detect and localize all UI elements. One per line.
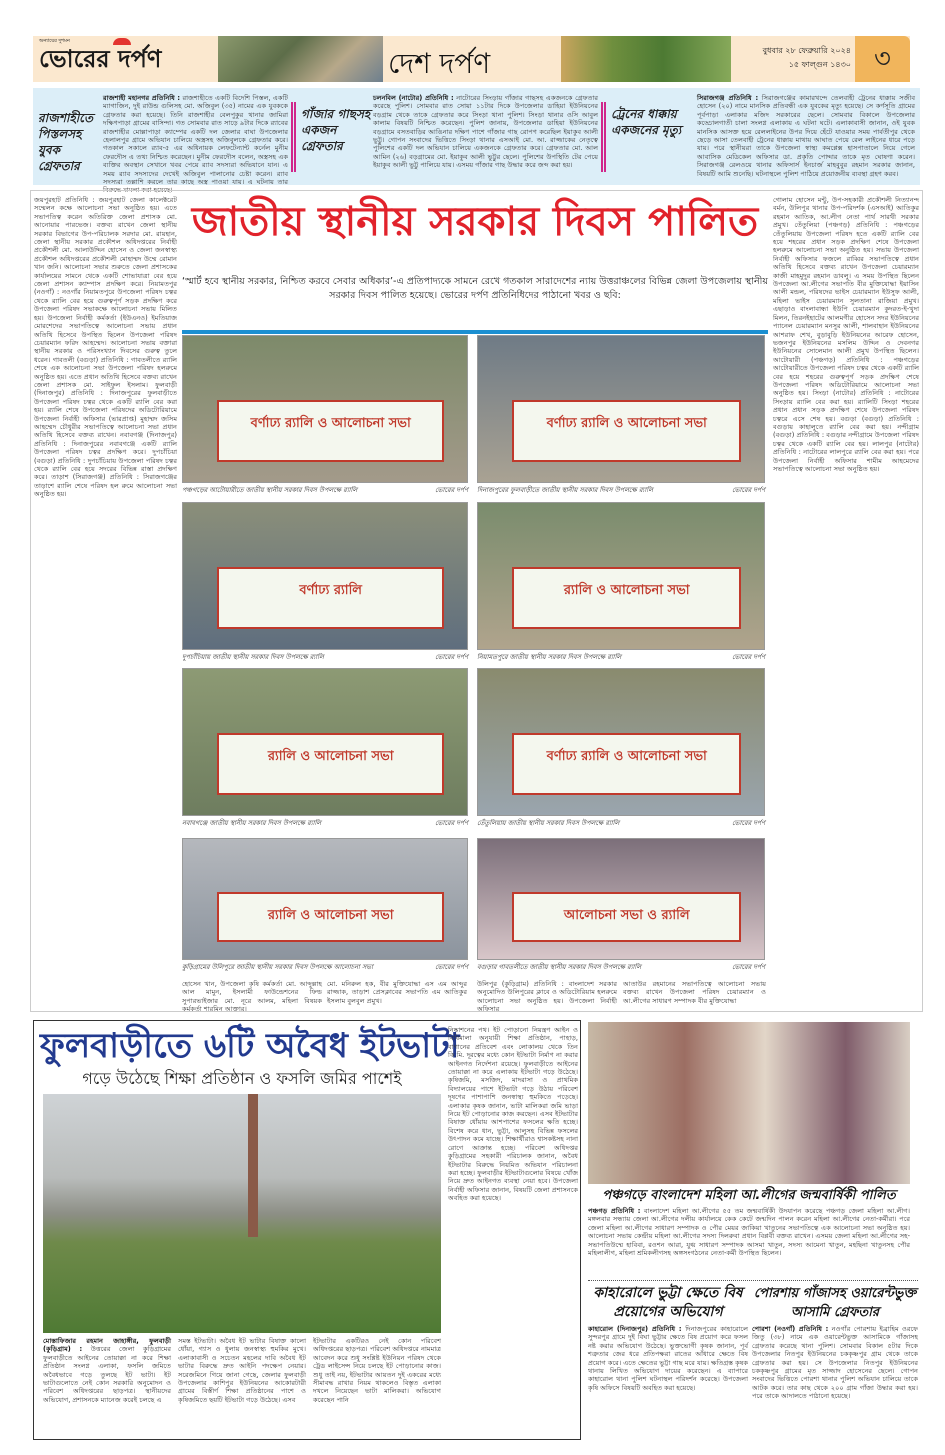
photo-credit: ভোরের দর্পণ bbox=[732, 653, 765, 661]
section-title: দেশ দর্পণ bbox=[388, 47, 491, 80]
photo-banner: র‌্যালি ও আলোচনা সভা bbox=[512, 567, 741, 628]
lead-bottom-column: মো. মনিরুল হক, বীর মুক্তিযোদ্ধা এস এম আব্দুর রাজ্জাক, তাড়াশ প্রেসক্লাবের সভাপতি এম আতিকুর ইসলাম বুলবুল প্রমুখ। bbox=[327, 980, 467, 1005]
brick-column: ইটভাটার একটিরও নেই কোন পরিবেশ অধিদপ্তরের ছাড়পত্র। পরিবেশ অধিদপ্তরে নামমাত্র আবেদন করে শুধু সংশ্লিষ্ট ইউনিয়ন পরিষদ থেকে ট্রেড লাইসেন্স নিয়ে চলছে ইট পোড়ানোর কাজ। শুধু তাই নয়, ইটভাটার আয়তন দুই একরের মধ্যে সীমাবদ্ধ রাখার নিয়ম থাকলেও বিস্তৃত এলাকা দখলে নিয়েছেন ভাটা মালিকরা। অভিযোগ করেছেন পানি bbox=[313, 1337, 441, 1404]
photo-banner: বর্ণাঢ্য র‌্যালি bbox=[217, 567, 444, 628]
lead-right-column: গোলাম হোসেন মন্টু, উপ-সহকারী প্রকৌশলী নিত্যানন্দ বর্মন, উলিপুর থানার উপ-পরিদর্শক (এসআই) আতিকুর রহমান আতিক, আ.লীগ নেতা পার্থ সারথী সরকার প্রমুখ। তেঁতুলিয়া (পঞ্চগড়) প্রতিনিধি : পঞ্চগড়ের তেঁতুলিয়ায় উপজেলা পরিষদ হতে একটি র‌্যালি বের হয়ে শহরের প্রধান সড়ক প্রদক্ষিণ শেষে উপজেলা হলরুমে আলোচনা সভা অনুষ্ঠিত হয়। সভায় উপজেলা নির্বাহী অফিসার ফজলে রাব্বির সভাপতিত্বে প্রধান অতিথি হিসেবে বক্তব্য রাখেন উপজেলা চেয়ারম্যান কাজী মাহমুদুর রহমান ডাবলু। এ সময় উপস্থিত ছিলেন উপজেলা আ.লীগের সভাপতি বীর মুক্তিযোদ্ধা ইয়াসিন আলী মন্ডল, পরিষদের ভাইস চেয়ারম্যান ইউসুফ আলী, মহিলা ভাইস চেয়ারম্যান সুলতানা রাজিয়া প্রমুখ। এছাড়াও বাংলাবান্ধা ইউপি চেয়ারম্যান কুদরত-ই-খুদা মিলন, তিরনইহাটের আলমগীর হোসেন সদর ইউনিয়নের প্যানেল চেয়ারম্যান মনসুর আলী, শালবাহান ইউনিয়নের আশরাফ শেখ, বুড়াবুড়ি ইউনিয়নের আরেফ হোসেন, ভজনপুর ইউনিয়নের মসলিম উদ্দিন ও দেবনগর ইউনিয়নের সোলেমান আলী প্রমুখ উপস্থিত ছিলেন। আটোয়ারী (পঞ্চগড়) প্রতিনিধি : পঞ্চগড়ের আটোয়ারীতে উপজেলা পরিষদ চত্বর থেকে একটি র‌্যালি বের হয়ে শহরের গুরুত্বপূর্ণ সড়ক প্রদক্ষিণ শেষে উপজেলা পরিষদ অডিটোরিয়ামে আলোচনা সভা অনুষ্ঠিত হয়। সিংড়া (নাটোর) প্রতিনিধি : নাটোরের সিংড়ায় র‌্যালি বের করা হয়। র‌্যালিটি সিংড়া শহরের প্রধান প্রধান সড়ক প্রদক্ষিণ শেষে উপজেলা পরিষদ চত্বরে এসে শেষ হয়। বগুড়া (বগুড়া) প্রতিনিধি : বগুড়ায় কাহালুতে র‌্যালি বের করা হয়। নন্দীগ্রাম (বগুড়া) প্রতিনিধি : বগুড়ার নন্দীগ্রামে উপজেলা পরিষদ চত্বর থেকে একটি র‌্যালি বের হয়। লালপুর (নাটোর) প্রতিনিধি : নাটোরের লালপুরে র‌্যালি বের করা হয়। পরে উপজেলা নির্বাহী অফিসার শামীম আহমেদের সভাপতিত্বে আলোচনা সভা অনুষ্ঠিত হয়। bbox=[773, 196, 919, 473]
caption-text: দুপচাঁচিয়ায় জাতীয় স্থানীয় সরকার দিবস উপলক্ষে র‌্যালি bbox=[182, 653, 324, 661]
photo-banner: বর্ণাঢ্য র‌্যালি ও আলোচনা সভা bbox=[512, 733, 741, 794]
lead-subheadline: ‘স্মার্ট হবে স্থানীয় সরকার, নিশ্চিত করবে সেবার অধিকার’-এ প্রতিপাদ্যকে সামনে রেখে গতকাল সারাদেশের ন্যায় উত্তরাঞ্চলের বিভিন্ন জেলা উপজেলায় স্থানীয় সরকার দিবস পালিত হয়েছে। ভোরের দর্পণ প্রতিনিধিদের পাঠানো খবর ও ছবি: bbox=[182, 276, 768, 301]
mohila-league-photo bbox=[588, 1022, 910, 1184]
news-briefs-strip bbox=[33, 88, 920, 195]
brick-story bbox=[40, 1024, 460, 1437]
porsha-story bbox=[752, 1284, 918, 1438]
photo-credit: ভোরের দর্পণ bbox=[435, 819, 468, 827]
photo-caption bbox=[182, 653, 468, 661]
caption-text: তেঁতুলিয়ায় জাতীয় স্থানীয় সরকার দিবস উপলক্ষে র‌্যালি bbox=[477, 819, 620, 827]
blue-rule bbox=[182, 330, 768, 334]
photo-caption bbox=[182, 486, 468, 494]
photo-credit: ভোরের দর্পণ bbox=[732, 819, 765, 827]
photo-credit: ভোরের দর্পণ bbox=[435, 486, 468, 494]
lead-bottom-column: উলিপুর (কুড়িগ্রাম) প্রতিনিধি : বাংলাদেশ সরকার অনুমোদিত উলিপুরের ক্লাবে ও অডিটোরিয়াম হলরুমে আলোচনা সভা অনুষ্ঠিত হয়। উপজেলা নির্বাহী অফিসার bbox=[477, 980, 617, 1014]
brick-kiln-photo bbox=[43, 1094, 441, 1333]
brick-column: নিষ্কাশনের পথ। ইট পোড়ানো নিয়ন্ত্রণ আইন ও বিধিমালা অনুযায়ী শিক্ষা প্রতিষ্ঠান, পাহাড়, বাগানের প্রতিবেশ এবং লোকালয় থেকে তিন কি.মি. দূরত্বের মধ্যে কোন ইটভাটা নির্মাণ না করার আইনগত নির্দেশনা রয়েছে। ফুলবাড়ীতে আইনের তোয়াক্কা না করে এলাকায় ইটভাটা গড়ে উঠেছে। কৃষিজমি, মসজিদ, মাদরাসা ও প্রাথমিক বিদ্যালয়ের পাশে ইটভাটা গড়ে উঠায় পরিবেশ দূষণের পাশাপাশি জনস্বাস্থ্য হুমকিতে পড়েছে। এলাকার কৃষক জানান, ভাটা মালিকরা জমি ভাড়া নিয়ে ইট পোড়ানোর কাজ করছেন। এসব ইটভাটার বিষাক্ত ধোঁয়ায় আশপাশের ফসলের ক্ষতি হচ্ছে। বিশেষ করে ধান, ভুট্টা, আলুসহ বিভিন্ন ফসলের উৎপাদন কমে যাচ্ছে। শিক্ষার্থীরাও শ্বাসকষ্টসহ নানা রোগে আক্রান্ত হচ্ছে। পরিবেশ অধিদপ্তর কুড়িগ্রামের সহকারী পরিচালক জানান, অবৈধ ইটভাটার বিরুদ্ধে নিয়মিত অভিযান পরিচালনা করা হচ্ছে। ফুলবাড়ীর ইটভাটাগুলোর বিষয়ে খোঁজ নিয়ে দ্রুত আইনগত ব্যবস্থা নেয়া হবে। উপজেলা নির্বাহী অফিসার জানান, বিষয়টি জেলা প্রশাসনকে অবহিত করা হয়েছে। bbox=[448, 1026, 578, 1203]
caption-text: নবাবগঞ্জে জাতীয় স্থানীয় সরকার দিবস উপলক্ষে র‌্যালি bbox=[182, 819, 322, 827]
page-number: ৩ bbox=[855, 36, 910, 82]
photo-caption bbox=[477, 819, 765, 827]
photo-banner: বর্ণাঢ্য র‌্যালি ও আলোচনা সভা bbox=[217, 400, 444, 461]
brief-headline: রাজশাহীতে পিস্তলসহ যুবক গ্রেফতার bbox=[38, 111, 93, 173]
photo-banner: বর্ণাঢ্য র‌্যালি ও আলোচনা সভা bbox=[512, 400, 741, 461]
photo-caption bbox=[182, 963, 468, 971]
news-photo bbox=[182, 335, 468, 483]
lead-bottom-column: হোসেন খান, উপজেলা কৃষি কর্মকর্তা মো. আব্দুল্লাহ আল মামুন, ইসলামী ফাউন্ডেশনের ফিল্ড সুপারভাইজার মো. নূরে আলম, মহিলা বিষয়ক কর্মকর্তা শারমিন আক্তার। bbox=[182, 980, 322, 1014]
newspaper-logo: অন্যায়ের দুশমন ভোরের দর্পণ bbox=[39, 38, 162, 73]
brief-headline: ট্রেনের ধাক্কায় একজনের মৃত্যু bbox=[611, 107, 682, 137]
caption-text: কুড়িগ্রামের উলিপুরে জাতীয় স্থানীয় সরকার দিবস উপলক্ষে আলোচনা সভা bbox=[182, 963, 373, 971]
photo-credit: ভোরের দর্পণ bbox=[435, 653, 468, 661]
brick-column: সমস্ত ইটভাটা। অবৈধ ইট ভাটার বিষাক্ত কালো ধোঁয়া, গ্যাস ও ধুলায় জনস্বাস্থ্য হুমকির মুখে। এলাকাবাসী ও সচেতন মহলের দাবি অবৈধ ইট ভাটার বিরুদ্ধে দ্রুত আইনি পদক্ষেপ নেয়ার। সরেজমিনে গিয়ে জানা গেছে, জেলার ফুলবাড়ী উপজেলার কাশিপুর ইউনিয়নের আকোরটারী গ্রামের বিস্তীর্ণ শিক্ষা প্রতিষ্ঠানের পাশে ও কৃষিজমিতে ছয়টি ইটভাটা গড়ে উঠেছে। এসব bbox=[178, 1337, 306, 1404]
brick-headline: ফুলবাড়ীতে ৬টি অবৈধ ইটভাটা bbox=[40, 1026, 460, 1066]
mohila-headline: পঞ্চগড়ে বাংলাদেশ মহিলা আ.লীগের জন্মবার্ষিকী পালিত bbox=[602, 1188, 896, 1203]
photo-caption bbox=[477, 486, 765, 494]
header-photo-harvest bbox=[218, 36, 383, 82]
brick-columns bbox=[40, 1337, 444, 1437]
brief-body: সিরাজগঞ্জ প্রতিনিধি : সিরাজগঞ্জের কামারখন্দে তেলবাহী ট্রেনের ধাক্কায় সজীব হোসেন (২০) নামে মানসিক প্রতিবন্ধী এক যুবকের মৃত্যু হয়েছে। সে কর্ণসূতি গ্রামের পূর্বপাড়া এলাকার মজিদ সরকারের ছেলে। সোমবার বিকালে উপজেলার কড্ডোলগাতী চালা সংলগ্ন এলাকায় এ ঘটনা ঘটে। এলাকাবাসী জানান, ওই যুবক মানসিক আসক্ত হয়ে রেললাইনের উপর দিয়ে হেঁটে যাওয়ার সময় পার্বতীপুর থেকে ছেড়ে আসা তেলবাহী ট্রেনের ধাক্কায় মাথায় আঘাত পেয়ে রেল লাইনের ধারে পড়ে যায়। পরে স্থানীয়রা তাকে উপজেলা স্বাস্থ্য কমপ্লেক্স হাসপাতালে নিয়ে গেলে আবাসিক মেডিকেল অফিসার ডা. প্রকৃতি পোদ্দার তাকে মৃত ঘোষণা করেন। সিরাজগঞ্জ রেলওয়ে থানার অফিসার্স ইনচার্জ মাহবুবুর রহমান সরকার জানান, বিষয়টি আমি শুনেছি। ঘটনাস্থলে পুলিশ পাঠিয়ে প্রয়োজনীয় ব্যবস্থা গ্রহণ করব। bbox=[697, 94, 915, 178]
brick-subheadline: গড়ে উঠেছে শিক্ষা প্রতিষ্ঠান ও ফসলি জমির পাশেই bbox=[82, 1069, 402, 1088]
brick-column: মোস্তাফিজার রহমান জাহাঙ্গীর, ফুলবাড়ী (কুড়িগ্রাম) : উত্তরের জেলা কুড়িগ্রামের ফুলবাড়ীতে আইনের তোয়াক্কা না করে শিক্ষা প্রতিষ্ঠান সংলগ্ন এলাকা, ফসলি জমিতে অবৈধভাবে গড়ে তুলছে ইট ভাটা। ইট ভাটাগুলোতে নেই কোন সরকারি অনুমোদন ও পরিবেশ অধিদপ্তরের ছাড়পত্র। স্থানীয়দের অভিযোগ, প্রশাসনকে ম্যানেজ করেই চলছে এ bbox=[43, 1337, 171, 1404]
photo-credit: ভোরের দর্পণ bbox=[435, 963, 468, 971]
issue-date: বুধবার ২৮ ফেব্রুয়ারি ২০২৪ ১৫ ফাল্গুন ১৪৩০ bbox=[762, 46, 851, 69]
photo-banner: র‌্যালি ও আলোচনা সভা bbox=[217, 892, 444, 942]
news-photo bbox=[182, 668, 468, 816]
mohila-story bbox=[588, 1187, 910, 1277]
photo-credit: ভোরের দর্পণ bbox=[732, 963, 765, 971]
photo-caption bbox=[477, 963, 765, 971]
mohila-body: পঞ্চগড় প্রতিনিধি : বাংলাদেশ মহিলা আ.লীগের ৫৫ তম জন্মবার্ষিকী উদযাপন করেছে পঞ্চগড় জেলা মহিলা আ.লীগ। মঙ্গলবার সন্ধ্যায় জেলা আ.লীগের দলীয় কার্যালয়ে কেক কেটে জন্মদিন পালন করেন মহিলা আ.লীগের নেতা-কর্মীরা। পরে জেলা মহিলা আ.লীগের সাধারণ সম্পাদক ও পৌর মেয়র জাকিয়া খাতুনের সভাপতিত্বে এক আলোচনা সভা অনুষ্ঠিত হয়। আলোচনা সভায় কেন্দ্রীয় মহিলা আ.লীগের সদস্য দিলরুবা প্রধান বিপ্লবী বক্তব্য রাখেন। এসময় জেলা মহিলা আ.লীগের সহ-সভাপতিউম্মে হাবিবা, রওশন আরা, যুগ্ম সাধারণ সম্পাদক আসমা খাতুন, সদস্য আমেনা খাতুন, মহছিনা খাতুনসহ পৌর মহিলালীগ, মহিলা শ্রমিকলীগসহ অঙ্গসংগঠনের নেতা-কর্মী উপস্থিত ছিলেন। bbox=[588, 1207, 910, 1258]
lead-left-column: জয়পুরহাট প্রতিনিধি : জয়পুরহাট জেলা কালেক্টরেট সম্মেলন কক্ষে আলোচনা সভা অনুষ্ঠিত হয়। এতে সভাপতিত্ব করেন অতিরিক্ত জেলা প্রশাসক মো. আনোয়ার পারভেজ। বক্তব্য রাখেন জেলা স্থানীয় সরকার বিভাগের উপ-পরিচালক সরদার মো. রায়হান, জেলা স্থানীয় সরকার প্রকৌশল অধিদপ্তরের নির্বাহী প্রকৌশলী মো. আলাউদ্দিন হোসেন ও জেলা জনস্বাস্থ্য প্রকৌশল অধিদপ্তরের প্রকৌশলী মোহাম্মদ উম্মে রোমান খান জনি। আলোচনা সভার শুরুতে জেলা প্রশাসকের কার্যালয়ের সামনে থেকে একটি শোভাযাত্রা বের হয়ে জেলা প্রশাসন ক্যাম্পাস প্রদক্ষিণ করে। নিয়ামতপুর (নওগাঁ) : নওগাঁর নিয়ামতপুরে উপজেলা পরিষদ চত্বর থেকে র‌্যালি বের হয়ে গুরুত্বপূর্ণ সড়ক প্রদক্ষিণ করে উপজেলা পরিষদ সভাকক্ষে আলোচনা সভায় মিলিত হয়। উপজেলা নির্বাহী কর্মকর্তা (ইউএনও) ইমতিয়াজ মোরশেদের সভাপতিত্বে আলোচনা সভায় প্রধান অতিথি হিসেবে উপস্থিত ছিলেন উপজেলা পরিষদ চেয়ারম্যান ফরিদ আহম্মেদ। আলোচনা সভায় বক্তারা স্থানীয় সরকার ও পরিসংখ্যান দিবসের গুরুত্ব তুলে ধরেন। গাবতলী (বগুড়া) প্রতিনিধি : গাবতলীতে র‌্যালি শেষে এক আলোচনা সভা উপজেলা পরিষদ হলরুমে অনুষ্ঠিত হয়। এতে প্রধান অতিথি হিসেবে বক্তব্য রাখেন জেলা প্রশাসক মো. সাইফুল ইসলাম। ফুলবাড়ী (দিনাজপুর) প্রতিনিধি : দিনাজপুরের ফুলবাড়ীতে উপজেলা পরিষদ চত্বর থেকে একটি র‌্যালি বের করা হয়। র‌্যালি শেষে উপজেলা পরিষদের অডিটোরিয়ামে উপজেলা নির্বাহী অফিসার (ভারপ্রাপ্ত) মুহাম্মদ জসিম আহম্মেদ চৌধুরীর সভাপতিত্বে আলোচনা সভা প্রধান অতিথি হিসেবে বক্তব্য রাখেন। নবাবগঞ্জ (দিনাজপুর) প্রতিনিধি : দিনাজপুরের নবাবগঞ্জে একটি র‌্যালি উপজেলা পরিষদ চত্বর প্রদক্ষিণ করে। দুপচাঁচিয়া (বগুড়া) প্রতিনিধি : দুপচাঁচিয়ায় উপজেলা পরিষদ চত্বর থেকে র‌্যালি বের হয়ে সদরের বিভিন্ন রাস্তা প্রদক্ষিণ করে। তাড়াশ (সিরাজগঞ্জ) প্রতিনিধি : সিরাজগঞ্জের তাড়াশে র‌্যালি শেষে পরিষদ হল রুমে আলোচনা সভা অনুষ্ঠিত হয়। bbox=[34, 196, 177, 499]
sun-icon bbox=[113, 38, 131, 45]
news-photo bbox=[477, 502, 765, 650]
caption-text: পঞ্চগড়ের আটোয়ারীতে জাতীয় স্থানীয় সরকার দিবস উপলক্ষে র‌্যালি bbox=[182, 486, 358, 494]
page-header bbox=[33, 36, 910, 82]
photo-credit: ভোরের দর্পণ bbox=[732, 486, 765, 494]
photo-banner: র‌্যালি ও আলোচনা সভা bbox=[217, 733, 444, 794]
lead-header bbox=[182, 196, 768, 334]
brief-headline: গাঁজার গাছসহ একজন গ্রেফতার bbox=[301, 107, 371, 153]
kaharol-story bbox=[588, 1284, 748, 1438]
caption-text: দিনাজপুরের ফুলবাড়ীতে জাতীয় স্থানীয় সরকার দিবস উপলক্ষে র‌্যালি bbox=[477, 486, 653, 494]
news-photo bbox=[477, 668, 765, 816]
divider bbox=[291, 102, 296, 172]
chimney bbox=[248, 1094, 258, 1237]
lead-headline: জাতীয় স্থানীয় সরকার দিবস পালিত bbox=[191, 199, 759, 245]
photo-caption bbox=[182, 819, 468, 827]
kaharol-headline: কাহারোলে ভুট্টা ক্ষেতে বিষ প্রয়োগের অভিযোগ bbox=[593, 1285, 743, 1320]
header-photo-farm bbox=[561, 36, 731, 82]
news-photo bbox=[182, 502, 468, 650]
news-photo bbox=[477, 838, 765, 960]
brief-body: রাজশাহী মহানগর প্রতিনিধি : রাজশাহীতে একটি বিদেশি পিস্তল, একটি ম্যাগাজিন, দুই রাউন্ড গুলিসহ মো. অজিবুল (৩৫) নামের এক যুবককে গ্রেফতার করা হয়েছে। তিনি রাজশাহীর বেলপুকুর থানার জামিরা দক্ষিণপাড়া গ্রামের বাসিন্দা। গত সোমবার রাত সাড়ে ৯টার দিকে র‌্যাবের রাজশাহীর মোল্লাপাড়া ক্যাম্পের একটি দল জেলার বাঘা উপজেলার হেলালপুর গ্রামে অভিযান চালিয়ে অস্ত্রসহ অজিবুলকে গ্রেফতার করে। গতকাল সকালে র‌্যাব-৫ এর অধিনায়ক লেফটেন্যান্ট কর্নেল মুনীম ফেরদৌস এ তথ্য নিশ্চিত করেছেন। মুনীম ফেরদৌস বলেন, অস্ত্রসহ এক ব্যক্তির অবস্থান সেখানে খবর পেয়ে র‌্যাব সদস্যরা অভিযানে যান। এ সময় র‌্যাব সদস্যদের দেখেই অজিবুল পালানোর চেষ্টা করেন। র‌্যাব সদস্যরা তল্লাশি করলে তার কাছে অস্ত্র পাওয়া যায়। এ ঘটনায় তার বিরুদ্ধে মামলা করা হয়েছে। bbox=[103, 94, 288, 195]
brief-body: চলনবিল (নাটোর) প্রতিনিধি : নাটোরের সিংড়ায় গাঁজার গাছসহ একজনকে গ্রেফতার করেছে পুলিশ। সোমবার রাত সোয়া ১১টার দিকে উপজেলার ডাহিয়া ইউনিয়নের বড়গ্রাম থেকে তাকে গ্রেফতার করে সিংড়া থানা পুলিশ। সিংড়া থানার ওসি আবুল কালাম বিষয়টি নিশ্চিত করেছেন। পুলিশ জানায়, উপজেলার ডাহিয়া ইউনিয়নের বড়গ্রামে বসতবাড়ির আঙিনার দক্ষিণ পাশে গাঁজার গাছ রোপণ করেছিল ইয়াকুব আলী ভুট্টু। গোপন সংবাদের ভিত্তিতে সিংড়া থানার এসআই মো. আ. রাজ্জাকের নেতৃত্বে পুলিশের একটি দল অভিযান চালিয়ে একজনকে গ্রেফতার করে। গ্রেফতার মো. আল আমিন (২৬) বড়গ্রামের মো. ইয়াকুব আলী ভুট্টুর ছেলে। পুলিশের উপস্থিতি টের পেয়ে ইয়াকুব আলী ভুট্টু পালিয়ে যায়। এসময় গাঁজার গাছ উদ্ধার করে জব্দ করা হয়। bbox=[373, 94, 598, 170]
divider bbox=[588, 1280, 918, 1281]
porsha-body: পোরশা (নওগাঁ) প্রতিনিধি : নওগাঁর পোরশায় ইব্রাহিম ওরফে জিতু (৩৮) নামে এক ওয়ারেন্টভুক্ত আসামিকে গাঁজাসহ গ্রেফতার করেছে থানা পুলিশ। সোমবার বিকাল ৫টার দিকে উপজেলার নিতপুর ইউনিয়নের চককৃষ্ণপুর গ্রাম থেকে তাকে গ্রেফতার করা হয়। সে উপজেলার নিতপুর ইউনিয়নের চককৃষ্ণপুর গ্রামের মৃত সাজ্জাদ হোসেনের ছেলে। গোপন সংবাদের ভিত্তিতে পোরশা থানার পুলিশ অভিযান চালিয়ে তাকে আটক করে। তার কাছ থেকে ২০০ গ্রাম গাঁজা উদ্ধার করা হয়। পরে তাকে আদালতে পাঠানো হয়েছে। bbox=[752, 1325, 918, 1401]
lead-bottom-column: আতাউর রহমানের সভাপতিত্বে আলোচনা সভায় বক্তব্য রাখেন উপজেলা পরিষদ চেয়ারম্যান ও আ.লীগের সাধারণ সম্পাদক বীর মুক্তিযোদ্ধা bbox=[623, 980, 766, 1005]
news-photo bbox=[182, 838, 468, 960]
caption-text: বগুড়ার গাবতলীতে জাতীয় স্থানীয় সরকার দিবস উপলক্ষে র‌্যালি bbox=[477, 963, 642, 971]
porsha-headline: পোরশায় গাঁজাসহ ওয়ারেন্টভুক্ত আসামি গ্রেফতার bbox=[753, 1286, 917, 1320]
caption-text: নিয়ামতপুরে জাতীয় স্থানীয় সরকার দিবস উপলক্ষে র‌্যালি bbox=[477, 653, 622, 661]
photo-caption bbox=[477, 653, 765, 661]
photo-banner: আলোচনা সভা ও র‌্যালি bbox=[512, 892, 741, 942]
divider bbox=[601, 102, 606, 172]
kaharol-body: কাহারোল (দিনাজপুর) প্রতিনিধি : দিনাজপুরের কাহারোলে সুন্দরপুর গ্রামে দুই বিঘা ভুট্টার ক্ষেতে বিষ প্রয়োগ করে ফসল নষ্ট করার অভিযোগ উঠেছে। ভুক্তভোগী কৃষক জানান, পূর্ব শত্রুতার জের ধরে প্রতিপক্ষরা রাতের আঁধারে ক্ষেতে বিষ প্রয়োগ করে। এতে ক্ষেতের ভুট্টা গাছ মরে যায়। ক্ষতিগ্রস্ত কৃষক থানায় লিখিত অভিযোগ দায়ের করেছেন। এ ব্যাপারে কাহারোল থানা পুলিশ ঘটনাস্থল পরিদর্শন করেছে। উপজেলা কৃষি অফিসে বিষয়টি অবহিত করা হয়েছে। bbox=[588, 1325, 748, 1392]
news-photo bbox=[477, 335, 765, 483]
